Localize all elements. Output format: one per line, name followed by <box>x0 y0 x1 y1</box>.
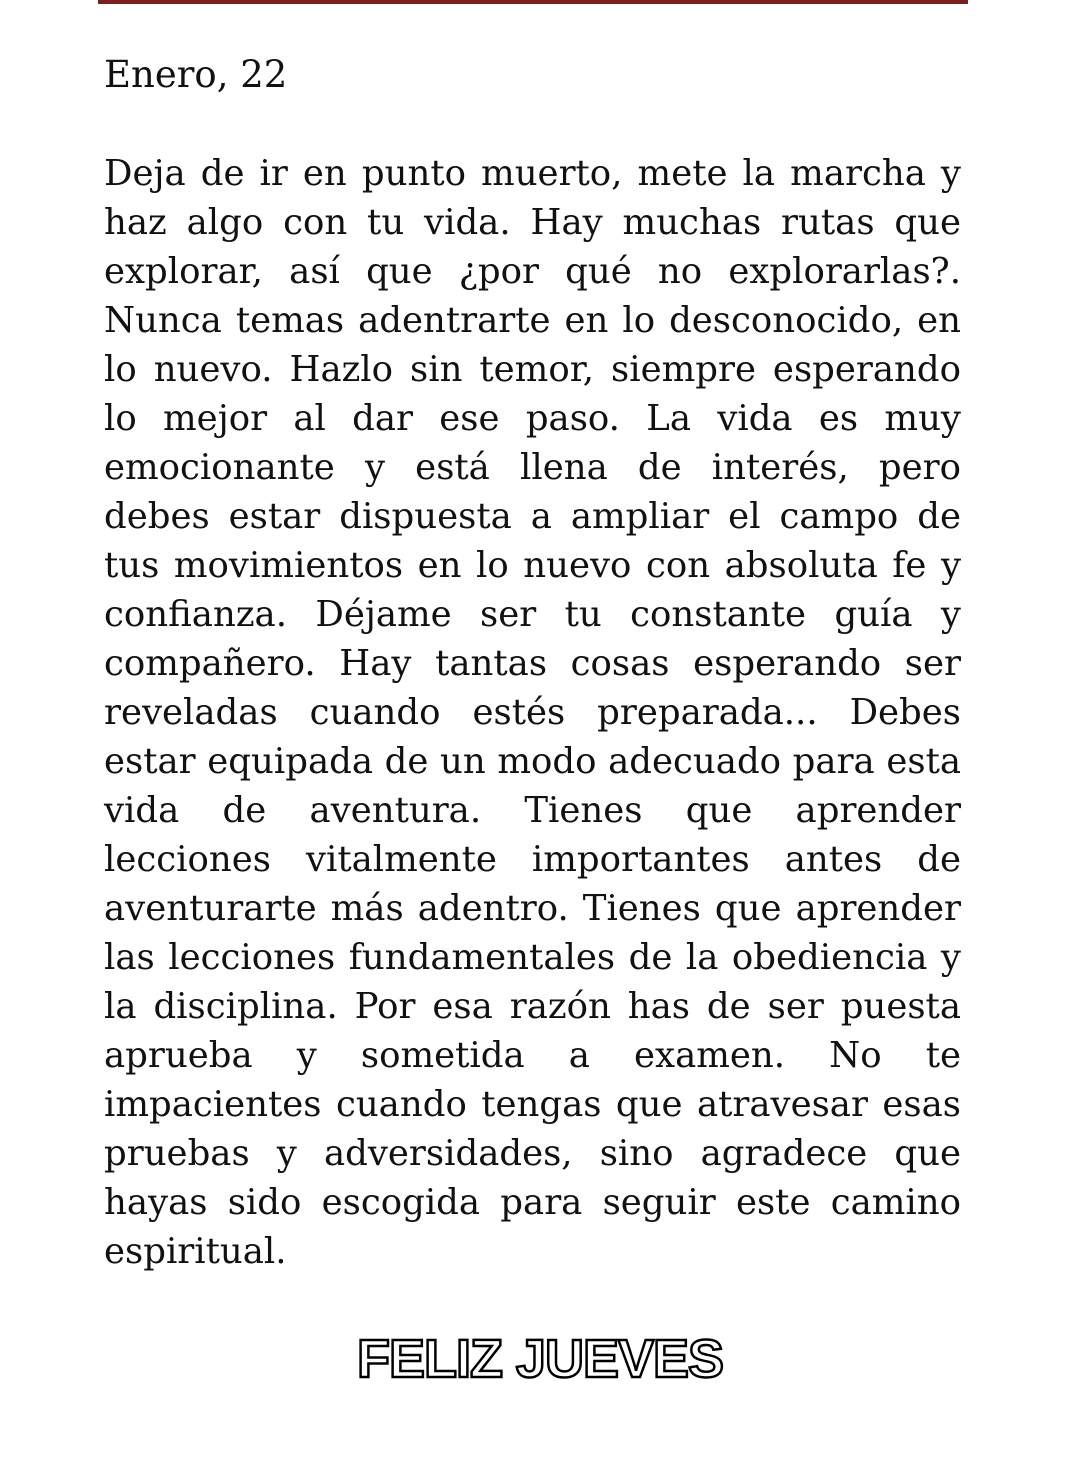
entry-date: Enero, 22 <box>104 53 288 96</box>
closing-greeting: FELIZ JUEVES <box>356 1329 724 1389</box>
top-divider <box>98 0 968 4</box>
devotional-text: Deja de ir en punto muerto, mete la marcha y haz algo con tu vida. Hay muchas rutas que explorar, así que ¿por qué no explorarlas?. Nunca temas adentrarte en lo desconocido, en lo nuevo. Hazlo sin temor, siempre esperando lo mejor al dar ese paso. La vida es muy emocionante y está llena de interés, pero debes estar dispuesta a ampliar el campo de tus movimientos en lo nuevo con absoluta fe y confianza. Déjame ser tu constante guía y compañero. Hay tantas cosas esperando ser reveladas cuando estés preparada... Debes estar equipada de un modo adecuado para esta vida de aventura. Tienes que aprender lecciones vitalmente importantes antes de aventurarte más adentro. Tienes que aprender las lecciones fundamentales de la obediencia y la disciplina. Por esa razón has de ser puesta aprueba y sometida a examen. No te impacientes cuando tengas que atravesar esas pruebas y adversidades, sino agradece que hayas sido escogida para seguir este camino espiritual. <box>104 153 961 1272</box>
